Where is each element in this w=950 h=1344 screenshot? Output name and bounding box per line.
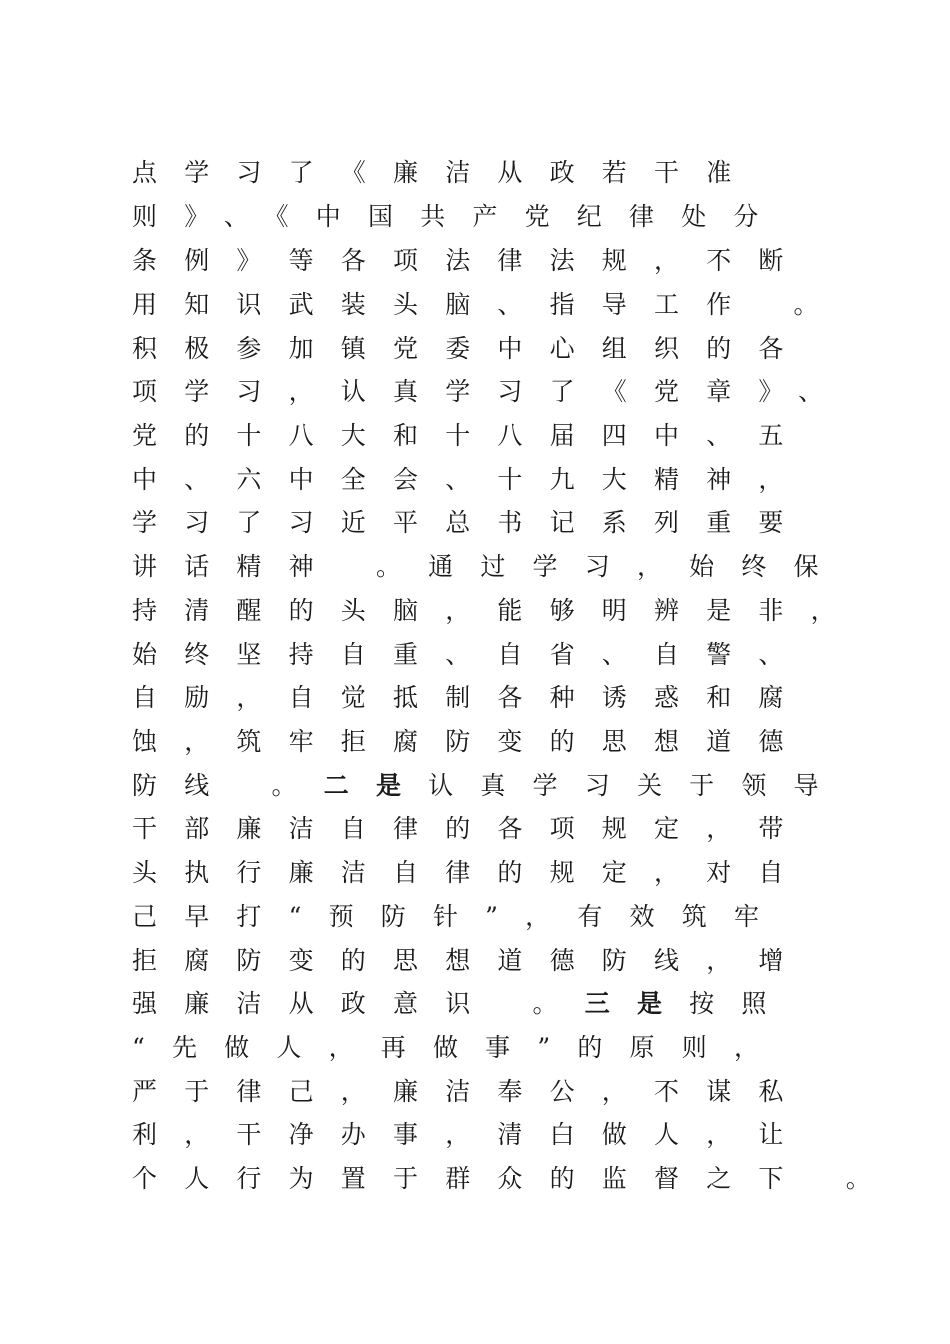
text-run: 拒腐防变的思想道德防线，增: [132, 946, 811, 975]
text-run: 严于律己，廉洁奉公，不谋私: [132, 1077, 811, 1106]
text-run: “先做人，再做事”的原则，: [132, 1033, 787, 1062]
text-run: 项学习，认真学习了《党章》、: [132, 377, 851, 406]
text-run: 中、六中全会、十九大精神，: [132, 465, 811, 494]
text-run: 自励，自觉抵制各种诱惑和腐: [132, 683, 811, 712]
body-text-line: [132, 283, 846, 327]
body-text-line: [132, 501, 811, 545]
body-text-line: [132, 633, 811, 677]
text-run: 认真学习关于领导: [428, 771, 846, 800]
body-text-line: [132, 1113, 811, 1157]
body-text-line: [132, 195, 786, 239]
body-text-line: [132, 851, 811, 895]
section-marker-second: 二是: [323, 771, 429, 800]
body-text-line: [132, 939, 811, 983]
body-text-line: [132, 151, 758, 195]
body-text-line: [132, 720, 811, 764]
text-run: 按照: [689, 989, 794, 1018]
text-run: 讲话精神 。通过学习，始终保: [132, 552, 846, 581]
text-run: 始终坚持自重、自省、自警、: [132, 640, 811, 669]
text-run: 利，干净办事，清白做人，让: [132, 1120, 811, 1149]
body-text-line: [132, 545, 846, 589]
body-text-line: [132, 807, 811, 851]
body-text-line: [132, 239, 811, 283]
body-text-line: [132, 327, 811, 371]
body-text-line: [132, 982, 794, 1026]
text-run: 防线 。: [132, 771, 324, 800]
body-text-line: [132, 895, 786, 939]
section-marker-third: 三是: [584, 989, 690, 1018]
body-text-line: [132, 414, 811, 458]
text-run: 蚀，筑牢拒腐防变的思想道德: [132, 727, 811, 756]
text-run: 条例》等各项法律法规，不断: [132, 246, 811, 275]
text-run: 积极参加镇党委中心组织的各: [132, 334, 811, 363]
body-text-line: [132, 589, 863, 633]
text-run: 学习了习近平总书记系列重要: [132, 508, 811, 537]
text-run: 强廉洁从政意识 。: [132, 989, 585, 1018]
text-run: 则》、《中国共产党纪律处分: [132, 202, 786, 231]
text-run: 持清醒的头脑，能够明辨是非，: [132, 596, 863, 625]
body-text-line: [132, 1157, 898, 1201]
body-text-line: [132, 1070, 811, 1114]
text-run: 己早打“预防针”，有效筑牢: [132, 902, 787, 931]
text-run: 个人行为置于群众的监督之下 。: [132, 1164, 898, 1193]
text-run: 干部廉洁自律的各项规定，带: [132, 814, 811, 843]
body-text-line: [132, 1026, 786, 1070]
text-run: 党的十八大和十八届四中、五: [132, 421, 811, 450]
body-text-line: [132, 370, 850, 414]
body-text-line: [132, 458, 811, 502]
body-text-line: [132, 764, 846, 808]
text-run: 用知识武装头脑、指导工作 。: [132, 290, 846, 319]
text-run: 头执行廉洁自律的规定，对自: [132, 858, 811, 887]
text-run: 点学习了《廉洁从政若干准: [132, 158, 759, 187]
body-text-line: [132, 676, 811, 720]
